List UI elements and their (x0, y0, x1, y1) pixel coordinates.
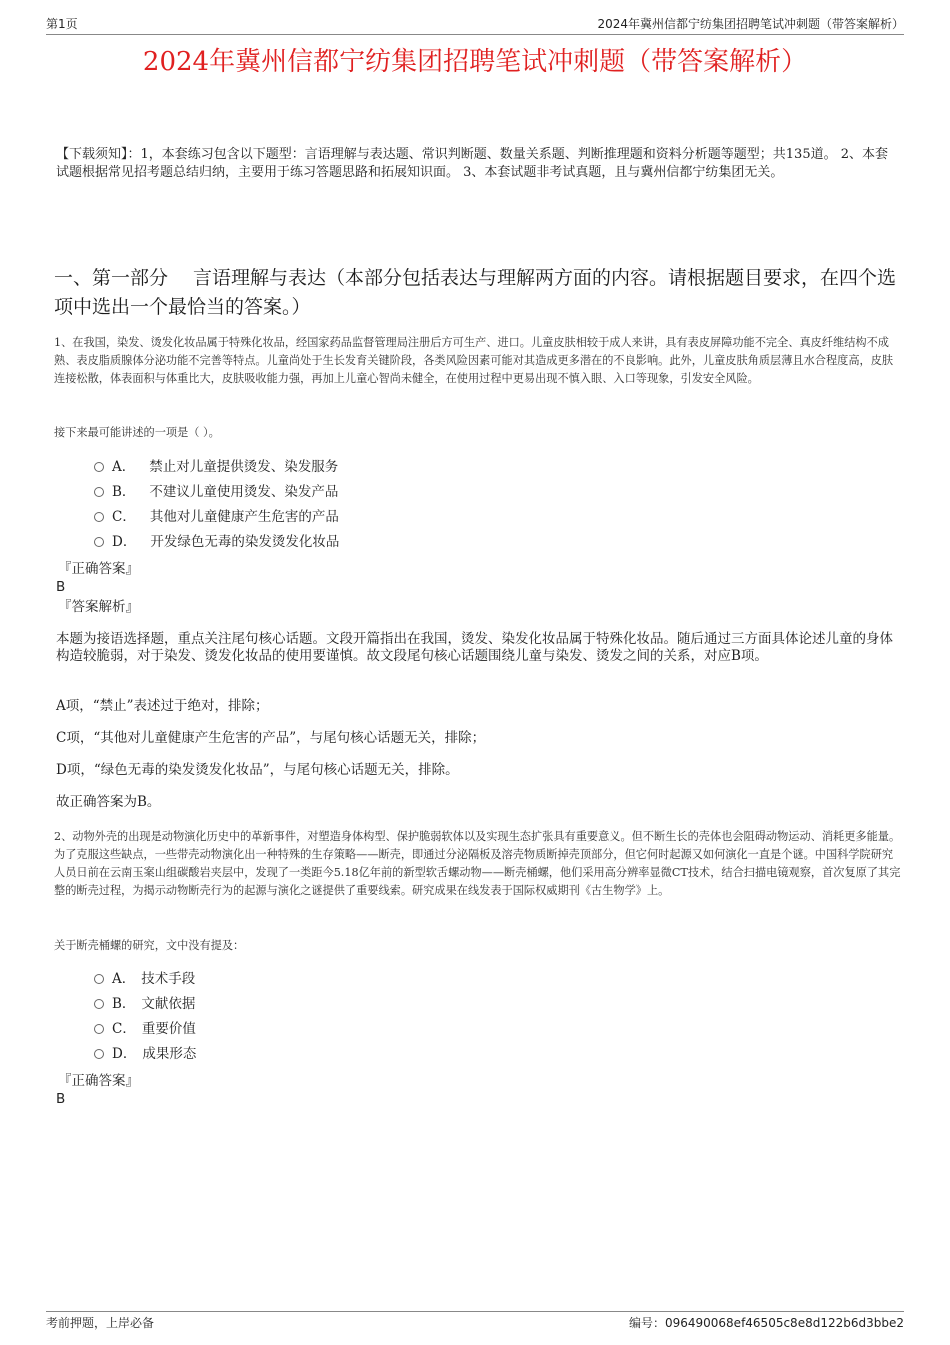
radio-icon[interactable] (94, 1049, 104, 1059)
header-doc-title: 2024年冀州信都宁纺集团招聘笔试冲刺题（带答案解析） (597, 17, 904, 31)
analysis-paragraph: D项，“绿色无毒的染发烫发化妆品”，与尾句核心话题无关，排除。 (56, 762, 459, 778)
question-2-text: 2、动物外壳的出现是动物演化历史中的革新事件，对塑造身体构型、保护脆弱软体以及实现生态扩张具有重要意义。但不断生长的壳体也会阻碍动物运动、消耗更多能量。为了克服这些缺点，一些带壳动物演化出一种特殊的生存策略——断壳，即通过分泌隔板及溶壳物质断掉壳顶部分，但它何时起源又如何演化一直是个谜。中国科学院研究人员日前在云南玉案山组碳酸岩夹层中，发现了一类距今5.18亿年前的新型软舌螺动物——断壳桶螺，他们采用高分辨率显微CT技术，结合扫描电镜观察，首次复原了其完整的断壳过程，为揭示动物断壳行为的起源与演化之谜提供了重要线索。研究成果在线发表于国际权威期刊《古生物学》上。 (54, 830, 901, 897)
analysis-paragraph: C项，“其他对儿童健康产生危害的产品”，与尾句核心话题无关，排除； (56, 730, 486, 746)
footer-serial: 编号：096490068ef46505c8e8d122b6d3bbe2 (628, 1316, 904, 1330)
question-2-answer-label: 『正确答案』 (58, 1073, 139, 1089)
option-c[interactable]: C． 其他对儿童健康产生危害的产品 (94, 505, 339, 530)
radio-icon[interactable] (94, 974, 104, 984)
page-footer (46, 1311, 904, 1332)
option-a[interactable]: A． 技术手段 (94, 967, 196, 992)
radio-icon[interactable] (94, 487, 104, 497)
question-1-answer-label: 『正确答案』 (58, 561, 139, 577)
radio-icon[interactable] (94, 1024, 104, 1034)
section-heading: 一、第一部分 言语理解与表达（本部分包括表达与理解两方面的内容。请根据题目要求，在四个选项中选出一个最恰当的答案。） (54, 267, 897, 318)
document-title: 2024年冀州信都宁纺集团招聘笔试冲刺题（带答案解析） (142, 47, 808, 77)
radio-icon[interactable] (94, 462, 104, 472)
question-1-analysis-label: 『答案解析』 (58, 599, 139, 615)
question-2-answer: B (56, 1091, 66, 1107)
option-d[interactable]: D． 成果形态 (94, 1042, 196, 1067)
question-2-options (94, 967, 196, 1067)
option-c[interactable]: C． 重要价值 (94, 1017, 196, 1042)
download-notice: 【下载须知】：1，本套练习包含以下题型：言语理解与表达题、常识判断题、数量关系题、判断推理题和资料分析题等题型；共135道。 2、本套试题根据常见招考题总结归纳，主要用于练习答题思路和拓展知识面。 3、本套试题非考试真题，且与冀州信都宁纺集团无关。 (56, 147, 888, 180)
option-b[interactable]: B． 不建议儿童使用烫发、染发产品 (94, 480, 339, 505)
question-1-answer: B (56, 579, 66, 595)
option-d[interactable]: D． 开发绿色无毒的染发烫发化妆品 (94, 530, 339, 555)
analysis-paragraph: A项，“禁止”表述过于绝对，排除； (56, 698, 269, 714)
analysis-paragraph: 本题为接语选择题，重点关注尾句核心话题。文段开篇指出在我国，烫发、染发化妆品属于特殊化妆品。随后通过三方面具体论述儿童的身体构造较脆弱，对于染发、烫发化妆品的使用要谨慎。故文段尾句核心话题围绕儿童与染发、烫发之间的关系，对应B项。 (56, 631, 893, 664)
question-1-prompt: 接下来最可能讲述的一项是（ ）。 (54, 426, 220, 439)
radio-icon[interactable] (94, 537, 104, 547)
question-1-options (94, 455, 339, 555)
footer-slogan: 考前押题，上岸必备 (46, 1316, 155, 1330)
option-b[interactable]: B． 文献依据 (94, 992, 196, 1017)
page-number: 第1页 (46, 17, 78, 31)
question-2-prompt: 关于断壳桶螺的研究，文中没有提及： (54, 939, 245, 952)
radio-icon[interactable] (94, 999, 104, 1009)
page-header (46, 14, 904, 35)
radio-icon[interactable] (94, 512, 104, 522)
question-1-text: 1、在我国，染发、烫发化妆品属于特殊化妆品，经国家药品监督管理局注册后方可生产、进口。儿童皮肤相较于成人来讲，具有表皮屏障功能不完全、真皮纤维结构不成熟、表皮脂质腺体分泌功能不完善等特点。儿童尚处于生长发育关键阶段，各类风险因素可能对其造成更多潜在的不良影响。此外，儿童皮肤角质层薄且水合程度高，皮肤连接松散，体表面积与体重比大，皮肤吸收能力强，再加上儿童心智尚未健全，在使用过程中更易出现不慎入眼、入口等现象，引发安全风险。 (54, 336, 894, 385)
analysis-paragraph: 故正确答案为B。 (56, 794, 161, 810)
option-a[interactable]: A． 禁止对儿童提供烫发、染发服务 (94, 455, 339, 480)
